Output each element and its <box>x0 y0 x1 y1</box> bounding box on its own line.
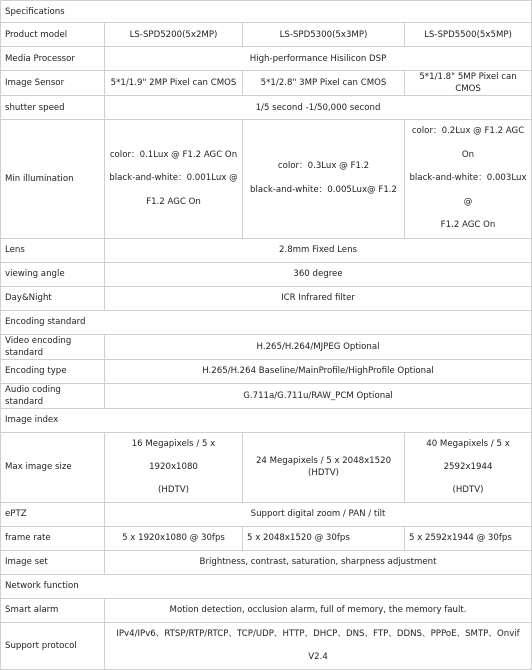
cell-audio-coding: G.711a/G.711u/RAW_PCM Optional <box>105 383 532 408</box>
cell-smart-alarm: Motion detection, occlusion alarm, full of memory, the memory fault. <box>105 598 532 622</box>
cell-max-size-5200 <box>105 432 243 502</box>
table-row-day-night <box>1 286 532 310</box>
cell-viewing-angle: 360 degree <box>105 262 532 286</box>
cell-image-set: Brightness, contrast, saturation, sharpness adjustment <box>105 550 532 574</box>
illumination-line: black-and-white：0.001Lux @ <box>109 173 238 183</box>
row-label-eptz: ePTZ <box>1 502 105 526</box>
size-line: 40 Megapixels / 5 x 2592x1944 <box>426 438 510 472</box>
cell-media-processor: High-performance Hisilicon DSP <box>105 47 532 71</box>
size-line: (HDTV) <box>452 484 484 495</box>
table-row-media-processor <box>1 47 532 71</box>
cell-frame-rate-5200: 5 x 1920x1080 @ 30fps <box>105 526 243 550</box>
cell-lens: 2.8mm Fixed Lens <box>105 238 532 262</box>
row-label-image-sensor: Image Sensor <box>1 71 105 96</box>
table-row-encoding-type <box>1 359 532 383</box>
row-label-image-set: Image set <box>1 550 105 574</box>
table-row-support-protocol <box>1 622 532 669</box>
cell-day-night: ICR Infrared filter <box>105 286 532 310</box>
row-label-media-processor: Media Processor <box>1 47 105 71</box>
table-row-frame-rate <box>1 526 532 550</box>
table-row-shutter-speed <box>1 96 532 120</box>
cell-encoding-type: H.265/H.264 Baseline/MainProfile/HighProfile Optional <box>105 359 532 383</box>
row-label-encoding-type: Encoding type <box>1 359 105 383</box>
section-header-network: Network function <box>1 574 532 598</box>
row-label-video-encoding: Video encoding standard <box>1 334 105 359</box>
cell-video-encoding: H.265/H.264/MJPEG Optional <box>105 334 532 359</box>
illumination-line: F1.2 AGC On <box>440 220 496 230</box>
table-row-audio-coding <box>1 383 532 408</box>
cell-model-5200: LS-SPD5200(5x2MP) <box>105 23 243 47</box>
row-label-max-image-size: Max image size <box>1 432 105 502</box>
cell-illumination-5500 <box>405 120 532 239</box>
cell-sensor-5500: 5*1/1.8" 5MP Pixel can CMOS <box>405 71 532 96</box>
section-row-specifications <box>1 1 532 23</box>
cell-frame-rate-5300: 5 x 2048x1520 @ 30fps <box>243 526 405 550</box>
protocol-line: V2.4 <box>308 651 328 662</box>
illumination-line: F1.2 AGC On <box>146 196 201 207</box>
row-label-audio-coding: Audio coding standard <box>1 383 105 408</box>
section-header-specifications: Specifications <box>1 1 532 23</box>
protocol-line: IPv4/IPv6、RTSP/RTP/RTCP、TCP/UDP、HTTP、DHCP、DNS、FTP、DDNS、PPPoE、SMTP、Onvif <box>116 628 520 639</box>
cell-eptz: Support digital zoom / PAN / tilt <box>105 502 532 526</box>
row-label-shutter-speed: shutter speed <box>1 96 105 120</box>
table-row-lens <box>1 238 532 262</box>
cell-sensor-5300: 5*1/2.8" 3MP Pixel can CMOS <box>243 71 405 96</box>
table-row-eptz <box>1 502 532 526</box>
section-row-network <box>1 574 532 598</box>
cell-support-protocol <box>105 622 532 669</box>
row-label-frame-rate: frame rate <box>1 526 105 550</box>
table-row-product-model <box>1 23 532 47</box>
row-label-support-protocol: Support protocol <box>1 622 105 669</box>
table-row-image-sensor <box>1 71 532 96</box>
cell-model-5300: LS-SPD5300(5x3MP) <box>243 23 405 47</box>
illumination-line: color：0.3Lux @ F1.2 <box>277 161 370 172</box>
row-label-min-illumination: Min illumination <box>1 120 105 239</box>
table-row-min-illumination <box>1 120 532 239</box>
row-label-lens: Lens <box>1 238 105 262</box>
cell-illumination-5200 <box>105 120 243 239</box>
size-line: 24 Megapixels / 5 x 2048x1520 (HDTV) <box>255 456 392 478</box>
table-row-viewing-angle <box>1 262 532 286</box>
table-row-smart-alarm <box>1 598 532 622</box>
cell-sensor-5200: 5*1/1.9" 2MP Pixel can CMOS <box>105 71 243 96</box>
cell-max-size-5500 <box>405 432 532 502</box>
cell-illumination-5300 <box>243 120 405 239</box>
row-label-product-model: Product model <box>1 23 105 47</box>
cell-model-5500: LS-SPD5500(5x5MP) <box>405 23 532 47</box>
cell-max-size-5300 <box>243 432 405 502</box>
row-label-smart-alarm: Smart alarm <box>1 598 105 622</box>
row-label-viewing-angle: viewing angle <box>1 262 105 286</box>
cell-frame-rate-5500: 5 x 2592x1944 @ 30fps <box>405 526 532 550</box>
table-row-video-encoding <box>1 334 532 359</box>
illumination-line: black-and-white：0.003Lux @ <box>409 173 527 207</box>
illumination-line: color：0.2Lux @ F1.2 AGC On <box>411 126 525 160</box>
illumination-line: color：0.1Lux @ F1.2 AGC On <box>109 149 238 160</box>
illumination-line: black-and-white：0.005Lux@ F1.2 <box>249 184 397 195</box>
row-label-day-night: Day&Night <box>1 286 105 310</box>
table-row-max-image-size <box>1 432 532 502</box>
section-row-image-index <box>1 408 532 432</box>
size-line: (HDTV) <box>158 484 189 495</box>
cell-shutter-speed: 1/5 second -1/50,000 second <box>105 96 532 120</box>
section-header-encoding: Encoding standard <box>1 310 532 334</box>
size-line: 16 Megapixels / 5 x 1920x1080 <box>131 438 216 472</box>
section-row-encoding <box>1 310 532 334</box>
section-header-image-index: Image index <box>1 408 532 432</box>
table-row-image-set <box>1 550 532 574</box>
